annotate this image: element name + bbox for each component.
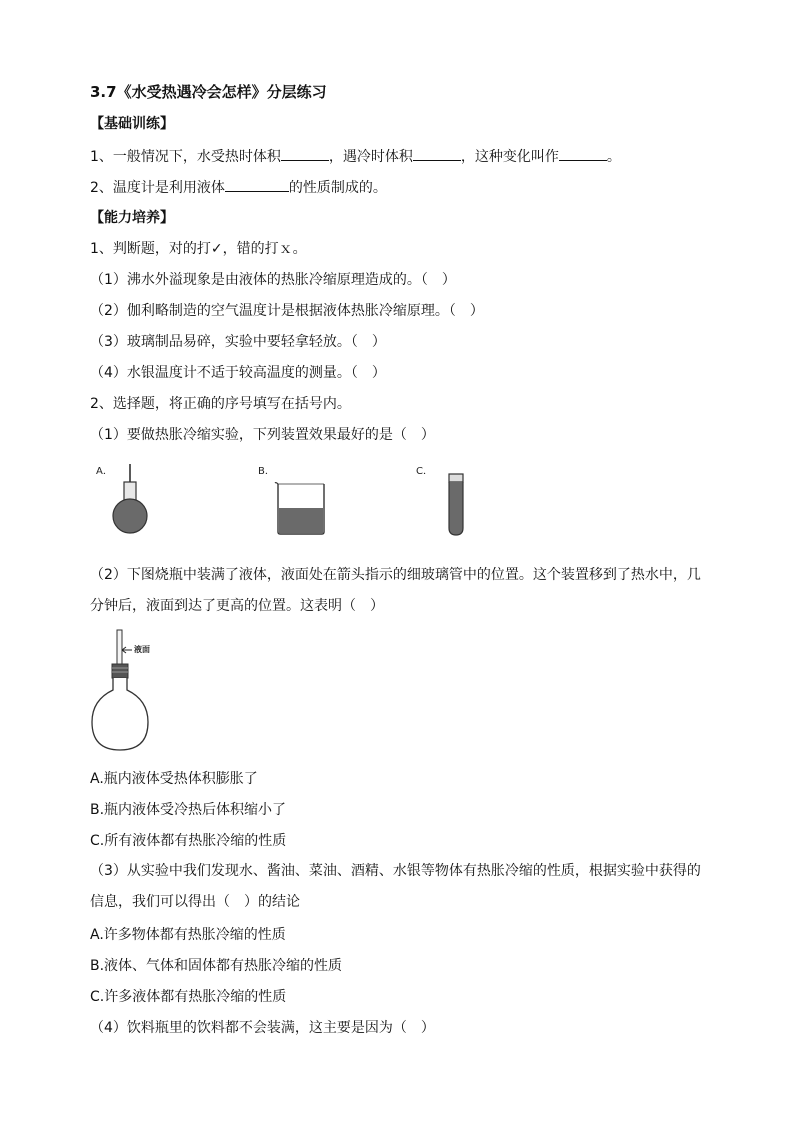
judge-item-4: （4）水银温度计不适于较高温度的测量。（ ） — [90, 365, 386, 381]
option-a-label: A． — [96, 466, 113, 477]
q2-text-b: 的性质制成的。 — [288, 180, 387, 196]
choice-q2-option-b: B.瓶内液体受冷热后体积缩小了 — [90, 802, 287, 818]
q1-text-a: 1、一般情况下，水受热时体积 — [90, 149, 281, 165]
judge-intro: 1、判断题，对的打✓，错的打ｘ。 — [90, 241, 307, 257]
test-tube-icon — [444, 472, 468, 538]
choice-q2-option-c: C.所有液体都有热胀冷缩的性质 — [90, 833, 287, 849]
beaker-icon — [272, 478, 332, 538]
q1-text-d: 。 — [606, 149, 621, 165]
answer-blank[interactable] — [225, 177, 289, 192]
choice-q2-option-a: A.瓶内液体受热体积膨胀了 — [90, 771, 258, 787]
q2-text-a: 2、温度计是利用液体 — [90, 180, 225, 196]
answer-blank[interactable] — [281, 146, 329, 161]
choice-q2-stem: （2）下图烧瓶中装满了液体，液面处在箭头指示的细玻璃管中的位置。这个装置移到了热水中，几分钟后，液面到达了更高的位置。这表明（ ） — [90, 567, 701, 614]
choice-q3-stem: （3）从实验中我们发现水、酱油、菜油、酒精、水银等物体有热胀冷缩的性质，根据实验中获得的信息，我们可以得出（ ）的结论 — [90, 863, 701, 910]
choice-intro: 2、选择题，将正确的序号填写在括号内。 — [90, 396, 351, 412]
answer-blank[interactable] — [413, 146, 461, 161]
q1-text-b: ，遇冷时体积 — [328, 149, 413, 165]
choice-q3-option-a: A.许多物体都有热胀冷缩的性质 — [90, 927, 286, 943]
q1-text-c: ，这种变化叫作 — [460, 149, 559, 165]
judge-item-1: （1）沸水外溢现象是由液体的热胀冷缩原理造成的。（ ） — [90, 272, 456, 288]
flask-with-tube-icon — [104, 462, 164, 536]
choice-q1-stem: （1）要做热胀冷缩实验，下列装置效果最好的是（ ） — [90, 427, 435, 443]
choice-q3-option-c: C.许多液体都有热胀冷缩的性质 — [90, 989, 287, 1005]
judge-item-2: （2）伽利略制造的空气温度计是根据液体热胀冷缩原理。（ ） — [90, 303, 484, 319]
judge-item-3: （3）玻璃制品易碎，实验中要轻拿轻放。（ ） — [90, 334, 386, 350]
basic-question-2 — [90, 177, 387, 198]
choice-q3-option-b: B.液体、气体和固体都有热胀冷缩的性质 — [90, 958, 343, 974]
option-b-label: B． — [258, 466, 275, 477]
page-title: 3.7《水受热遇冷会怎样》分层练习 — [90, 83, 327, 101]
basic-question-1 — [90, 146, 621, 167]
liquid-level-label: 液面 — [134, 645, 150, 654]
section-heading-basic: 【基础训练】 — [90, 116, 174, 132]
section-heading-ability: 【能力培养】 — [90, 210, 174, 226]
option-c-label: C． — [416, 466, 433, 477]
choice-q4-stem: （4）饮料瓶里的饮料都不会装满，这主要是因为（ ） — [90, 1020, 435, 1036]
answer-blank[interactable] — [559, 146, 607, 161]
